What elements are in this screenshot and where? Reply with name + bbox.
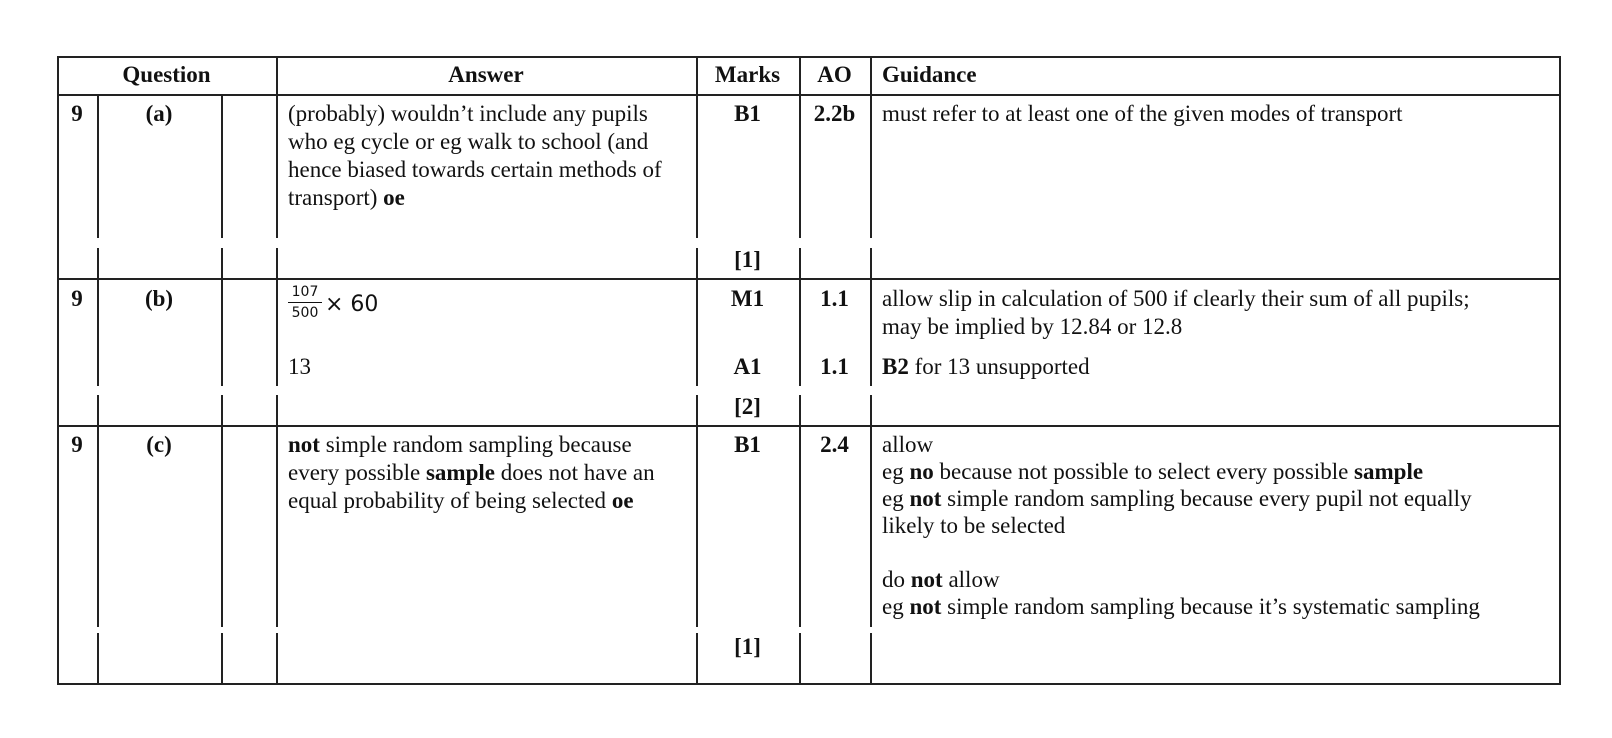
col-rule-seg bbox=[276, 633, 278, 684]
col-rule-seg bbox=[221, 395, 223, 426]
mark-code: M1 bbox=[730, 286, 765, 311]
mark-code: B1 bbox=[734, 432, 761, 457]
bold-run: B2 bbox=[882, 354, 909, 379]
table-border-bottom bbox=[57, 683, 1561, 685]
text-run: because not possible to select every possible bbox=[933, 459, 1355, 484]
text-run: simple random sampling because bbox=[319, 432, 632, 457]
answer-text: 13 bbox=[288, 354, 311, 379]
text-run: must refer to at least one of the given modes of transport bbox=[882, 101, 1403, 126]
text-line bbox=[882, 353, 1090, 381]
text-line bbox=[882, 566, 1480, 593]
col-rule-seg bbox=[221, 94, 223, 238]
marks-total: [1] bbox=[734, 634, 761, 659]
ao-code: 1.1 bbox=[820, 286, 849, 311]
col-rule-seg bbox=[870, 94, 872, 238]
col-rule-seg bbox=[221, 633, 223, 684]
mark-code: B1 bbox=[734, 101, 761, 126]
question-number: 9 bbox=[71, 286, 83, 311]
header-rule bbox=[57, 94, 1561, 96]
text-run: eg bbox=[882, 459, 910, 484]
text-run: does not have an bbox=[494, 460, 655, 485]
ao-code: 2.2b bbox=[813, 101, 856, 126]
col-rule-seg bbox=[870, 395, 872, 426]
text-run: likely to be selected bbox=[882, 513, 1066, 538]
bold-run: not bbox=[910, 567, 943, 592]
col-rule-seg bbox=[870, 633, 872, 684]
col-rule-seg bbox=[276, 94, 278, 238]
table-border-right bbox=[1559, 56, 1561, 684]
row-rule-b bbox=[57, 278, 1561, 280]
marks-total: [1] bbox=[734, 247, 761, 272]
bold-run: oe bbox=[383, 185, 405, 210]
col-rule-seg bbox=[221, 248, 223, 279]
guidance-text bbox=[882, 100, 1403, 128]
text-line bbox=[288, 431, 655, 459]
col-rule-seg bbox=[276, 278, 278, 386]
text-line bbox=[882, 485, 1480, 512]
guidance-text bbox=[882, 431, 1480, 620]
text-run: (probably) wouldn’t include any pupils bbox=[288, 101, 648, 126]
col-rule-guidance bbox=[870, 56, 872, 95]
text-line bbox=[882, 593, 1480, 620]
text-run: transport) bbox=[288, 185, 384, 210]
col-rule-seg bbox=[870, 425, 872, 627]
guidance-text bbox=[882, 285, 1470, 341]
col-rule-seg bbox=[221, 278, 223, 386]
text-line bbox=[882, 458, 1480, 485]
text-line bbox=[882, 313, 1470, 341]
col-rule-seg bbox=[799, 248, 801, 279]
answer-text bbox=[288, 100, 662, 212]
col-rule-seg bbox=[276, 248, 278, 279]
col-rule-seg bbox=[870, 248, 872, 279]
bold-run: not bbox=[909, 486, 942, 511]
text-run: for 13 unsupported bbox=[908, 354, 1090, 379]
text-line bbox=[882, 100, 1403, 128]
ao-code: 2.4 bbox=[820, 432, 849, 457]
bold-run: no bbox=[909, 459, 934, 484]
table-border-left bbox=[57, 56, 59, 684]
bold-run: not bbox=[288, 432, 320, 457]
ao-code: 1.1 bbox=[820, 354, 849, 379]
fraction-bar bbox=[288, 302, 322, 303]
text-line bbox=[288, 184, 662, 212]
col-rule-seg bbox=[97, 395, 99, 426]
col-rule-seg bbox=[97, 248, 99, 279]
header-ao: AO bbox=[817, 62, 852, 87]
bold-run: sample bbox=[1354, 459, 1424, 484]
table-border-top bbox=[57, 56, 1561, 58]
fraction-denominator: 500 bbox=[291, 305, 319, 321]
col-rule-seg bbox=[870, 278, 872, 386]
header-marks: Marks bbox=[714, 62, 781, 87]
text-run: every possible bbox=[288, 460, 426, 485]
col-rule-seg bbox=[799, 633, 801, 684]
mark-code: A1 bbox=[733, 354, 762, 379]
text-line bbox=[882, 539, 1480, 566]
col-rule-seg bbox=[276, 425, 278, 627]
text-run: allow bbox=[882, 432, 934, 457]
bold-run: not bbox=[909, 594, 942, 619]
header-answer: Answer bbox=[448, 62, 524, 87]
header-question: Question bbox=[122, 62, 211, 87]
answer-text bbox=[288, 431, 655, 515]
row-rule-c bbox=[57, 425, 1561, 427]
text-run: do bbox=[882, 567, 911, 592]
text-run: allow bbox=[942, 567, 1000, 592]
bold-run: oe bbox=[611, 488, 634, 513]
text-line bbox=[288, 459, 655, 487]
text-line bbox=[288, 100, 662, 128]
question-part: (c) bbox=[146, 432, 172, 457]
text-run: who eg cycle or eg walk to school (and bbox=[288, 129, 649, 154]
mark-scheme-table bbox=[57, 56, 1561, 684]
question-number: 9 bbox=[71, 432, 83, 457]
text-run: simple random sampling because every pupil not equally bbox=[941, 486, 1472, 511]
col-rule-seg bbox=[221, 425, 223, 627]
fraction bbox=[288, 284, 322, 321]
text-line bbox=[882, 285, 1470, 313]
col-rule-seg bbox=[97, 633, 99, 684]
question-number: 9 bbox=[71, 101, 83, 126]
text-line bbox=[882, 512, 1480, 539]
guidance-text bbox=[882, 353, 1090, 381]
question-part: (b) bbox=[144, 286, 174, 311]
text-line bbox=[882, 431, 1480, 458]
fraction-multiplier: × 60 bbox=[325, 292, 379, 317]
fraction-numerator: 107 bbox=[291, 284, 319, 300]
text-run: eg bbox=[882, 486, 910, 511]
text-run: equal probability of being selected bbox=[288, 488, 612, 513]
text-line bbox=[288, 156, 662, 184]
text-run: may be implied by 12.84 or 12.8 bbox=[882, 314, 1183, 339]
text-run: simple random sampling because it’s systematic sampling bbox=[941, 594, 1480, 619]
col-rule-seg bbox=[799, 395, 801, 426]
bold-run: sample bbox=[425, 460, 495, 485]
text-line bbox=[288, 487, 655, 515]
question-part: (a) bbox=[145, 101, 173, 126]
text-run: eg bbox=[882, 594, 910, 619]
text-line bbox=[288, 128, 662, 156]
col-rule-seg bbox=[276, 395, 278, 426]
header-guidance: Guidance bbox=[882, 62, 977, 87]
text-run: hence biased towards certain methods of bbox=[288, 157, 662, 182]
text-run: allow slip in calculation of 500 if clearly their sum of all pupils; bbox=[882, 286, 1470, 311]
marks-total: [2] bbox=[734, 394, 761, 419]
